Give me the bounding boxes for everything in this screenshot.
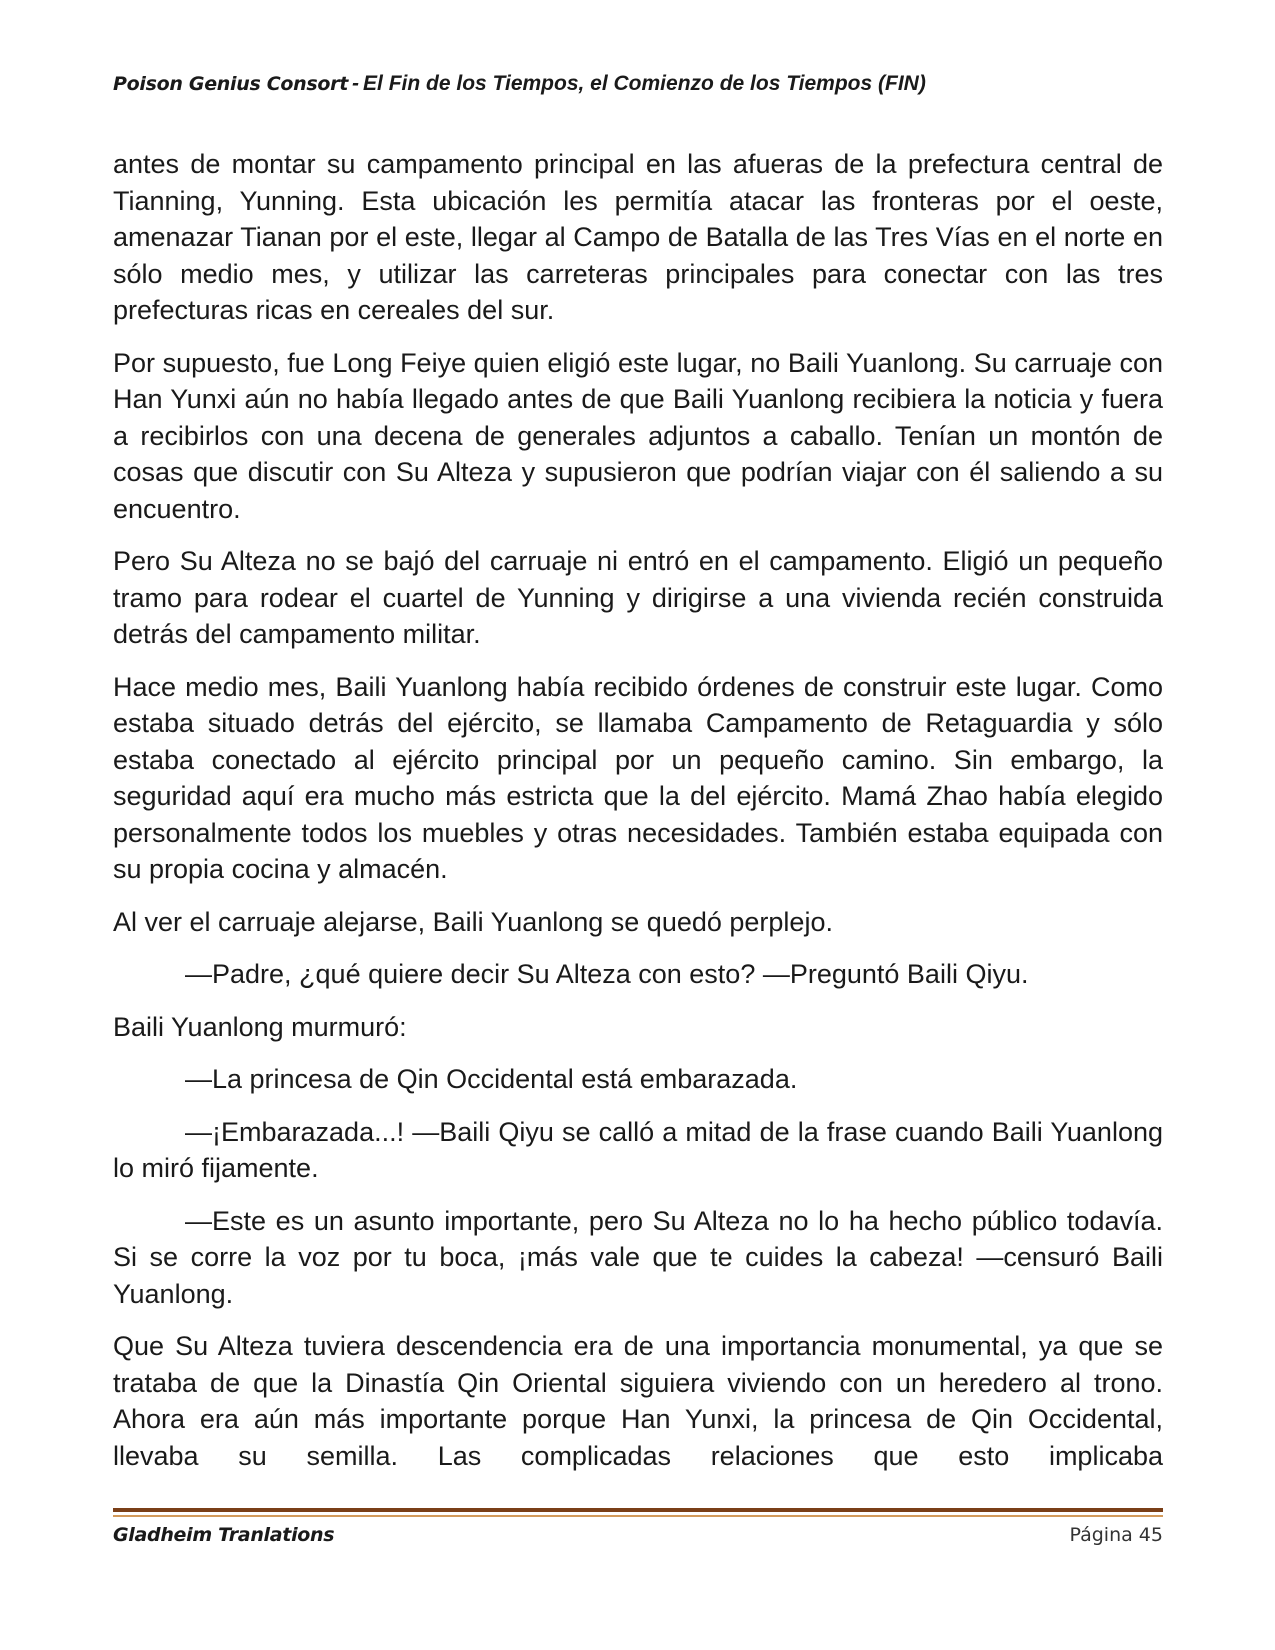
footer-rule-dark (113, 1508, 1163, 1512)
paragraph: Hace medio mes, Baili Yuanlong había recibido órdenes de construir este lugar. Como estaba situado detrás del ejército, se llamaba Campamento de Retaguardia y sólo estaba conectado al ejército principal por un pequeño camino. Sin embargo, la seguridad aquí era mucho más estricta que la del ejército. Mamá Zhao había elegido personalmente todos los muebles y otras necesidades. También estaba equipada con su propia cocina y almacén. (113, 671, 1163, 884)
dialog-paragraph: —Padre, ¿qué quiere decir Su Alteza con esto? —Preguntó Baili Qiyu. (185, 959, 1029, 989)
dialog-paragraph: —Este es un asunto importante, pero Su Alteza no lo ha hecho público todavía. Si se corre la voz por tu boca, ¡más vale que te cuides la cabeza! —censuró Baili Yuanlong. (113, 1205, 1163, 1309)
chapter-title: El Fin de los Tiempos, el Comienzo de los Tiempos (FIN) (363, 72, 926, 95)
paragraph: Que Su Alteza tuviera descendencia era de una importancia monumental, ya que se trataba de que la Dinastía Qin Oriental siguiera viviendo con un heredero al trono. Ahora era aún más importante porque Han Yunxi, la princesa de Qin Occidental, llevaba su semilla. Las complicadas relaciones que esto implicaba (113, 1331, 1163, 1471)
paragraph: antes de montar su campamento principal en las afueras de la prefectura central de Tianning, Yunning. Esta ubicación les permitía atacar las fronteras por el oeste, amenazar Tianan por el este, llegar al Campo de Batalla de las Tres Vías en el norte en sólo medio mes, y utilizar las carreteras principales para conectar con las tres prefecturas ricas en cereales del sur. (113, 149, 1163, 325)
header-separator: - (352, 72, 360, 95)
page-body (113, 146, 1163, 1490)
footer-rule-light (113, 1515, 1163, 1517)
dialog-paragraph: —¡Embarazada...! —Baili Qiyu se calló a mitad de la frase cuando Baili Yuanlong lo miró fijamente. (113, 1116, 1163, 1183)
paragraph: Baili Yuanlong murmuró: (113, 1011, 407, 1042)
page-number: Página 45 (1069, 1524, 1163, 1546)
paragraph: Pero Su Alteza no se bajó del carruaje ni entró en el campamento. Eligió un pequeño tramo para rodear el cuartel de Yunning y dirigirse a una vivienda recién construida detrás del campamento militar. (113, 546, 1163, 649)
running-header (113, 72, 1163, 96)
paragraph: Al ver el carruaje alejarse, Baili Yuanlong se quedó perplejo. (113, 906, 833, 937)
paragraph: Por supuesto, fue Long Feiye quien eligió este lugar, no Baili Yuanlong. Su carruaje con Han Yunxi aún no había llegado antes de que Baili Yuanlong recibiera la noticia y fuera a recibirlos con una decena de generales adjuntos a caballo. Tenían un montón de cosas que discutir con Su Alteza y supusieron que podrían viajar con él saliendo a su encuentro. (113, 347, 1163, 524)
publisher-name: Gladheim Tranlations (113, 1524, 335, 1546)
dialog-paragraph: —La princesa de Qin Occidental está embarazada. (185, 1064, 798, 1094)
series-title: Poison Genius Consort (113, 73, 349, 95)
